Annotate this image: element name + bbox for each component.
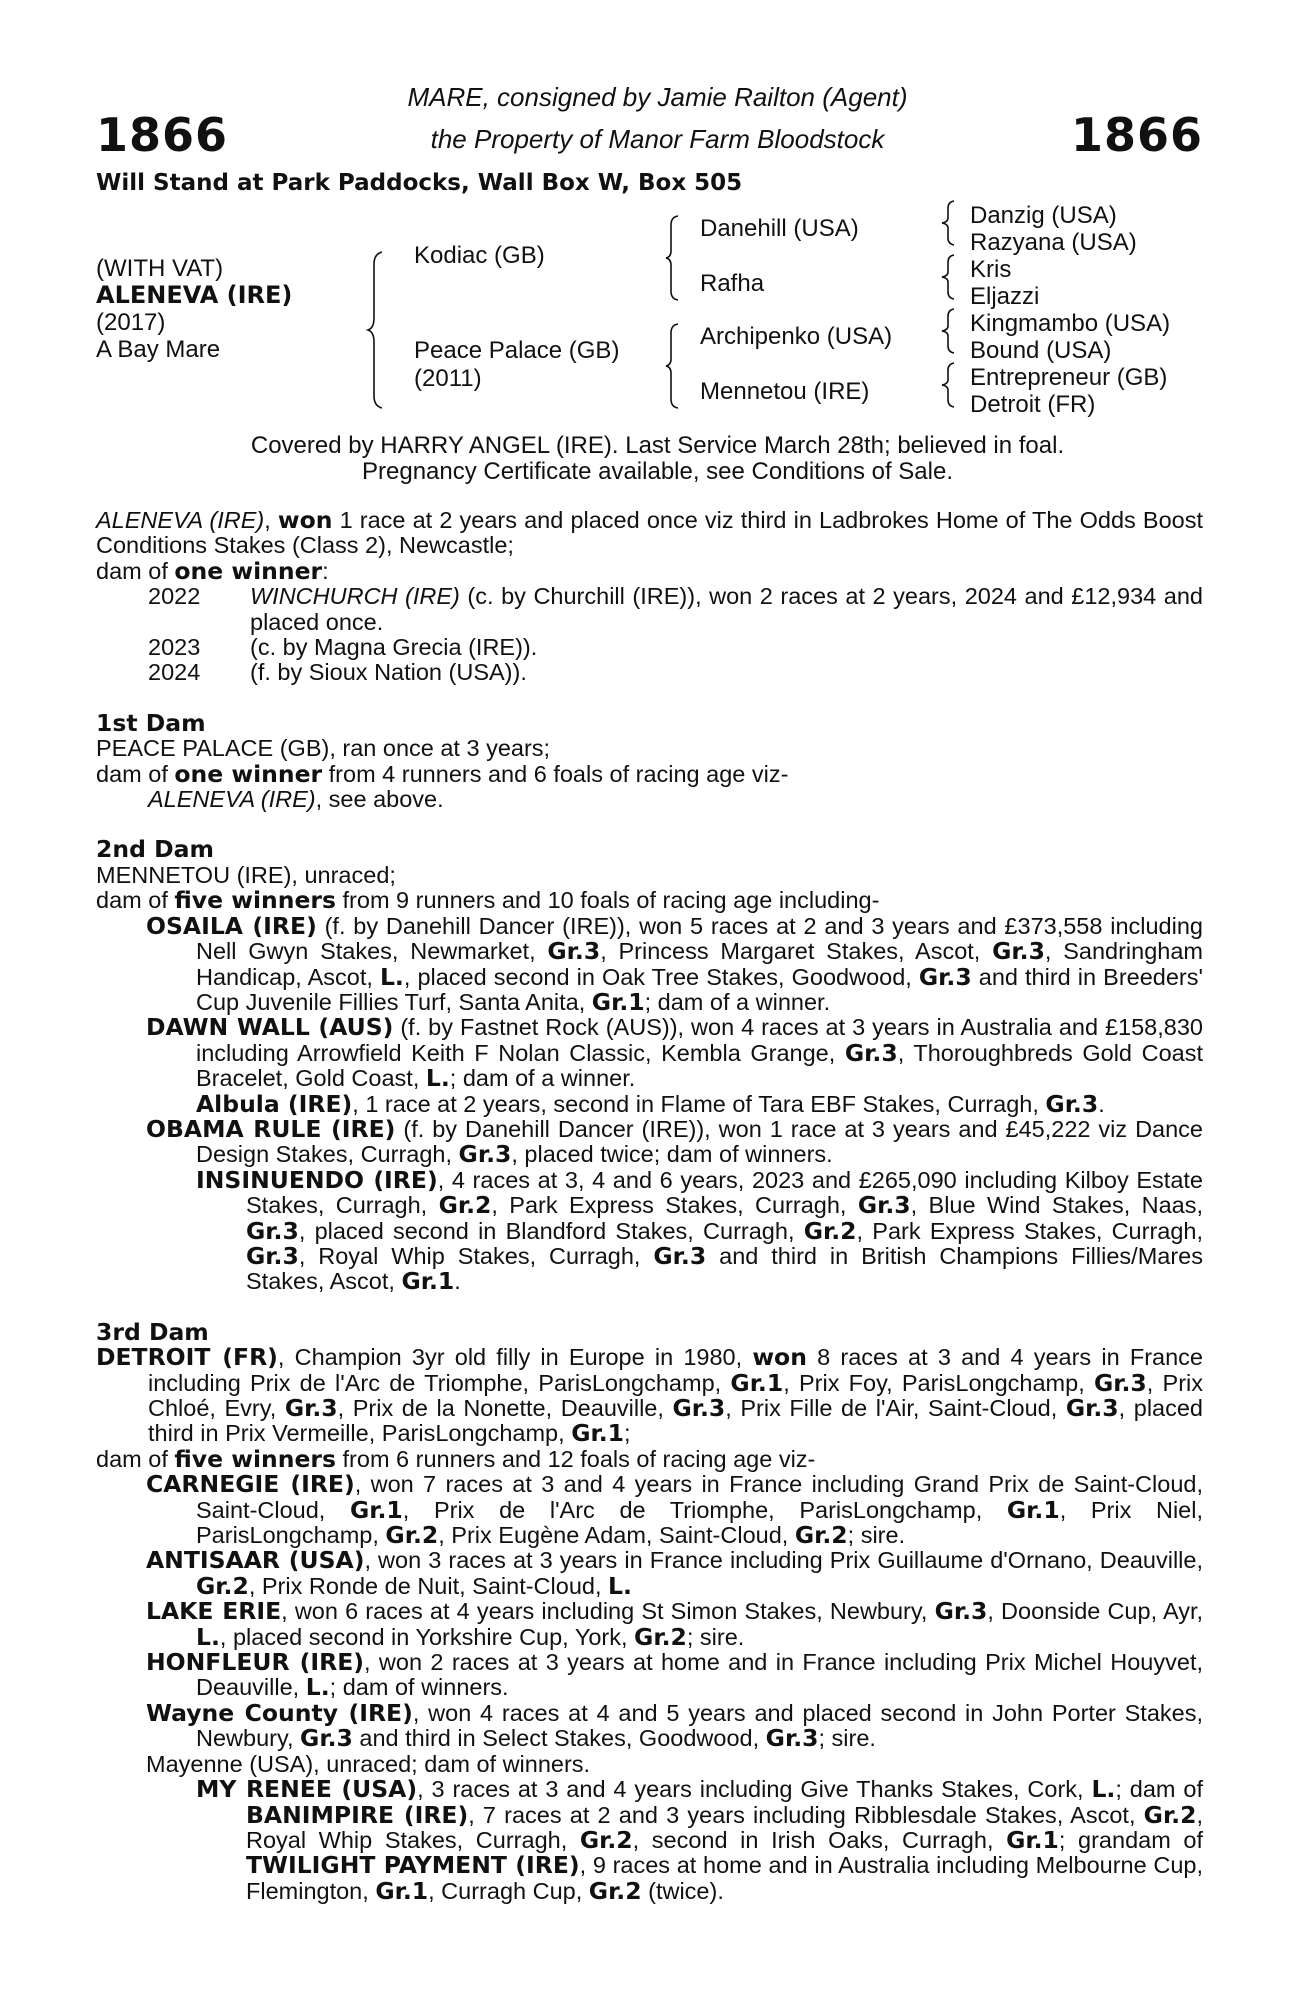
produce-osaila: OSAILA (IRE) (f. by Danehill Dancer (IRE)), won 5 races at 2 and 3 years and £373,558 including Nell Gwyn Stakes, Newmarket, Gr.3, Princess Margaret Stakes, Ascot, Gr.3, Sandringham Handicap, Ascot, L., placed second in Oak Tree Stakes, Goodwood, Gr.3 and third in Breeders' Cup Juvenile Fillies Turf, Santa Anita, Gr.1; dam of a winner. <box>146 911 1204 1016</box>
pedigree-bracket-g4 <box>942 362 956 408</box>
produce-carnegie: CARNEGIE (IRE), won 7 races at 3 and 4 years in France including Grand Prix de Saint-Cloud, Saint-Cloud, Gr.1, Prix de l'Arc de Triomphe, ParisLongchamp, Gr.1, Prix Niel, ParisLongchamp, Gr.2, Prix Eugène Adam, Saint-Cloud, Gr.2; sire. <box>146 1470 1203 1550</box>
subject-name: ALENEVA (IRE) <box>96 281 293 309</box>
subject-block <box>96 255 292 363</box>
produce-my-renee: MY RENEE (USA), 3 races at 3 and 4 years including Give Thanks Stakes, Cork, L.; dam of BANIMPIRE (IRE), 7 races at 2 and 3 years including Ribblesdale Stakes, Ascot, Gr.2, Royal Whip Stakes, Curragh, Gr.2, second in Irish Oaks, Curragh, Gr.1; grandam of TWILIGHT PAYMENT (IRE), 9 races at home and in Australia including Melbourne Cup, Flemington, Gr.1, Curragh Cup, Gr.2 (twice). <box>196 1775 1203 1905</box>
produce-lake-erie: LAKE ERIE, won 6 races at 4 years including St Simon Stakes, Newbury, Gr.3, Doonside Cup, Ayr, L., placed second in Yorkshire Cup, York, Gr.2; sire. <box>146 1597 1203 1651</box>
pedigree-bracket-main <box>368 250 388 410</box>
covered-line: Covered by HARRY ANGEL (IRE). Last Service March 28th; believed in foal. <box>250 432 1065 459</box>
intro-text: 1 race at 2 years and placed once viz third in Ladbrokes Home of The Odds Boost Conditions Stakes (Class 2), Newcastle; <box>96 507 1203 559</box>
first-dam-produce: dam of one winner from 4 runners and 6 foals of racing age viz- <box>96 759 789 788</box>
produce-albula: Albula (IRE), 1 race at 2 years, second in Flame of Tara EBF Stakes, Curragh, Gr.3. <box>196 1089 1105 1118</box>
foal-name: WINCHURCH (IRE) <box>250 583 460 610</box>
subject-description: A Bay Mare <box>96 336 221 363</box>
dam-dam: Mennetou (IRE) <box>700 378 870 405</box>
third-dam-detroit: DETROIT (FR), Champion 3yr old filly in Europe in 1980, won 8 races at 3 and 4 years in France including Prix de l'Arc de Triomphe, ParisLongchamp, Gr.1, Prix Foy, ParisLongchamp, Gr.3, Prix Chloé, Evry, Gr.3, Prix de la Nonette, Deauville, Gr.3, Prix Fille de l'Air, Saint-Cloud, Gr.3, placed third in Prix Vermeille, ParisLongchamp, Gr.1; <box>96 1343 1203 1448</box>
lot-number-left: 1866 <box>96 108 229 162</box>
produce-mayenne: Mayenne (USA), unraced; dam of winners. <box>146 1750 591 1777</box>
first-dam-foal: ALENEVA (IRE), see above. <box>148 786 444 813</box>
vat-note: (WITH VAT) <box>96 255 224 282</box>
dam-year: (2011) <box>414 365 482 392</box>
lot-number-right: 1866 <box>1070 108 1203 162</box>
great-grandparent-2: Razyana (USA) <box>970 229 1137 256</box>
intro-winners: one winner <box>174 556 323 585</box>
great-grandparent-6: Bound (USA) <box>970 337 1112 364</box>
foal-row: 2022 WINCHURCH (IRE) (c. by Churchill (IRE)), won 2 races at 2 years, 2024 and £12,934 and placed once. <box>148 583 1203 635</box>
third-dam-produce: dam of five winners from 6 runners and 12 foals of racing age viz- <box>96 1444 816 1473</box>
intro-paragraph: ALENEVA (IRE), won 1 race at 2 years and placed once viz third in Ladbrokes Home of The Odds Boost Conditions Stakes (Class 2), Newcastle; <box>96 506 1203 559</box>
dam-sire: Archipenko (USA) <box>700 323 893 350</box>
second-dam-line: MENNETOU (IRE), unraced; <box>96 861 396 888</box>
second-dam-produce: dam of five winners from 9 runners and 10 foals of racing age including- <box>96 886 880 915</box>
intro-won: won <box>277 506 333 534</box>
great-grandparent-8: Detroit (FR) <box>970 391 1096 418</box>
intro-horse-name: ALENEVA (IRE) <box>96 507 265 533</box>
pedigree-bracket-g2 <box>942 254 956 300</box>
pedigree-bracket-g1 <box>942 200 956 246</box>
pedigree-bracket-dam <box>666 323 680 409</box>
sire-sire: Danehill (USA) <box>700 215 859 242</box>
sire-dam: Rafha <box>700 270 765 297</box>
produce-insinuendo: INSINUENDO (IRE), 4 races at 3, 4 and 6 years, 2023 and £265,090 including Kilboy Estate Stakes, Curragh, Gr.2, Park Express Stakes, Curragh, Gr.3, Blue Wind Stakes, Naas, Gr.3, placed second in Blandford Stakes, Curragh, Gr.2, Park Express Stakes, Curragh, Gr.3, Royal Whip Stakes, Curragh, Gr.3 and third in British Champions Fillies/Mares Stakes, Ascot, Gr.1. <box>196 1165 1204 1296</box>
third-dam-heading: 3rd Dam <box>96 1317 209 1346</box>
foal-row: 2023 (c. by Magna Grecia (IRE)). <box>148 634 538 661</box>
great-grandparent-7: Entrepreneur (GB) <box>970 364 1168 391</box>
great-grandparent-4: Eljazzi <box>970 283 1040 310</box>
first-dam-heading: 1st Dam <box>96 708 206 737</box>
foal-row: 2024 (f. by Sioux Nation (USA)). <box>148 659 527 686</box>
pedigree-bracket-g3 <box>942 308 956 354</box>
property-line: the Property of Manor Farm Bloodstock <box>430 124 885 154</box>
second-dam-heading: 2nd Dam <box>96 835 214 864</box>
catalogue-body <box>96 508 1203 1904</box>
produce-wayne-county: Wayne County (IRE), won 4 races at 4 and 5 years and placed second in John Porter Stakes, Newbury, Gr.3 and third in Select Stakes, Goodwood, Gr.3; sire. <box>146 1698 1203 1753</box>
consignor-line: MARE, consigned by Jamie Railton (Agent) <box>407 82 908 112</box>
stand-location: Will Stand at Park Paddocks, Wall Box W, Box 505 <box>96 170 743 196</box>
sire: Kodiac (GB) <box>414 242 545 269</box>
first-dam-line: PEACE PALACE (GB), ran once at 3 years; <box>96 735 551 762</box>
dam: Peace Palace (GB) <box>414 337 620 364</box>
great-grandparent-5: Kingmambo (USA) <box>970 310 1171 337</box>
pregnancy-line: Pregnancy Certificate available, see Conditions of Sale. <box>362 458 953 485</box>
great-grandparent-3: Kris <box>970 256 1012 283</box>
produce-honfleur: HONFLEUR (IRE), won 2 races at 3 years at home and in France including Prix Michel Houyvet, Deauville, L.; dam of winners. <box>146 1648 1204 1702</box>
produce-antisaar: ANTISAAR (USA), won 3 races at 3 years in France including Prix Guillaume d'Ornano, Deauville, Gr.2, Prix Ronde de Nuit, Saint-Cloud, L. <box>146 1546 1203 1600</box>
subject-year: (2017) <box>96 309 166 336</box>
great-grandparent-1: Danzig (USA) <box>970 202 1117 229</box>
produce-dawn-wall: DAWN WALL (AUS) (f. by Fastnet Rock (AUS)), won 4 races at 3 years in Australia and £158,830 including Arrowfield Keith F Nolan Classic, Kembla Grange, Gr.3, Thoroughbreds Gold Coast Bracelet, Gold Coast, L.; dam of a winner. <box>146 1013 1203 1093</box>
produce-obama-rule: OBAMA RULE (IRE) (f. by Danehill Dancer (IRE)), won 1 race at 3 years and £45,222 viz Dance Design Stakes, Curragh, Gr.3, placed twice; dam of winners. <box>146 1114 1204 1169</box>
pedigree-bracket-sire <box>666 215 680 301</box>
intro-dam-of: dam of one winner: <box>96 556 329 585</box>
